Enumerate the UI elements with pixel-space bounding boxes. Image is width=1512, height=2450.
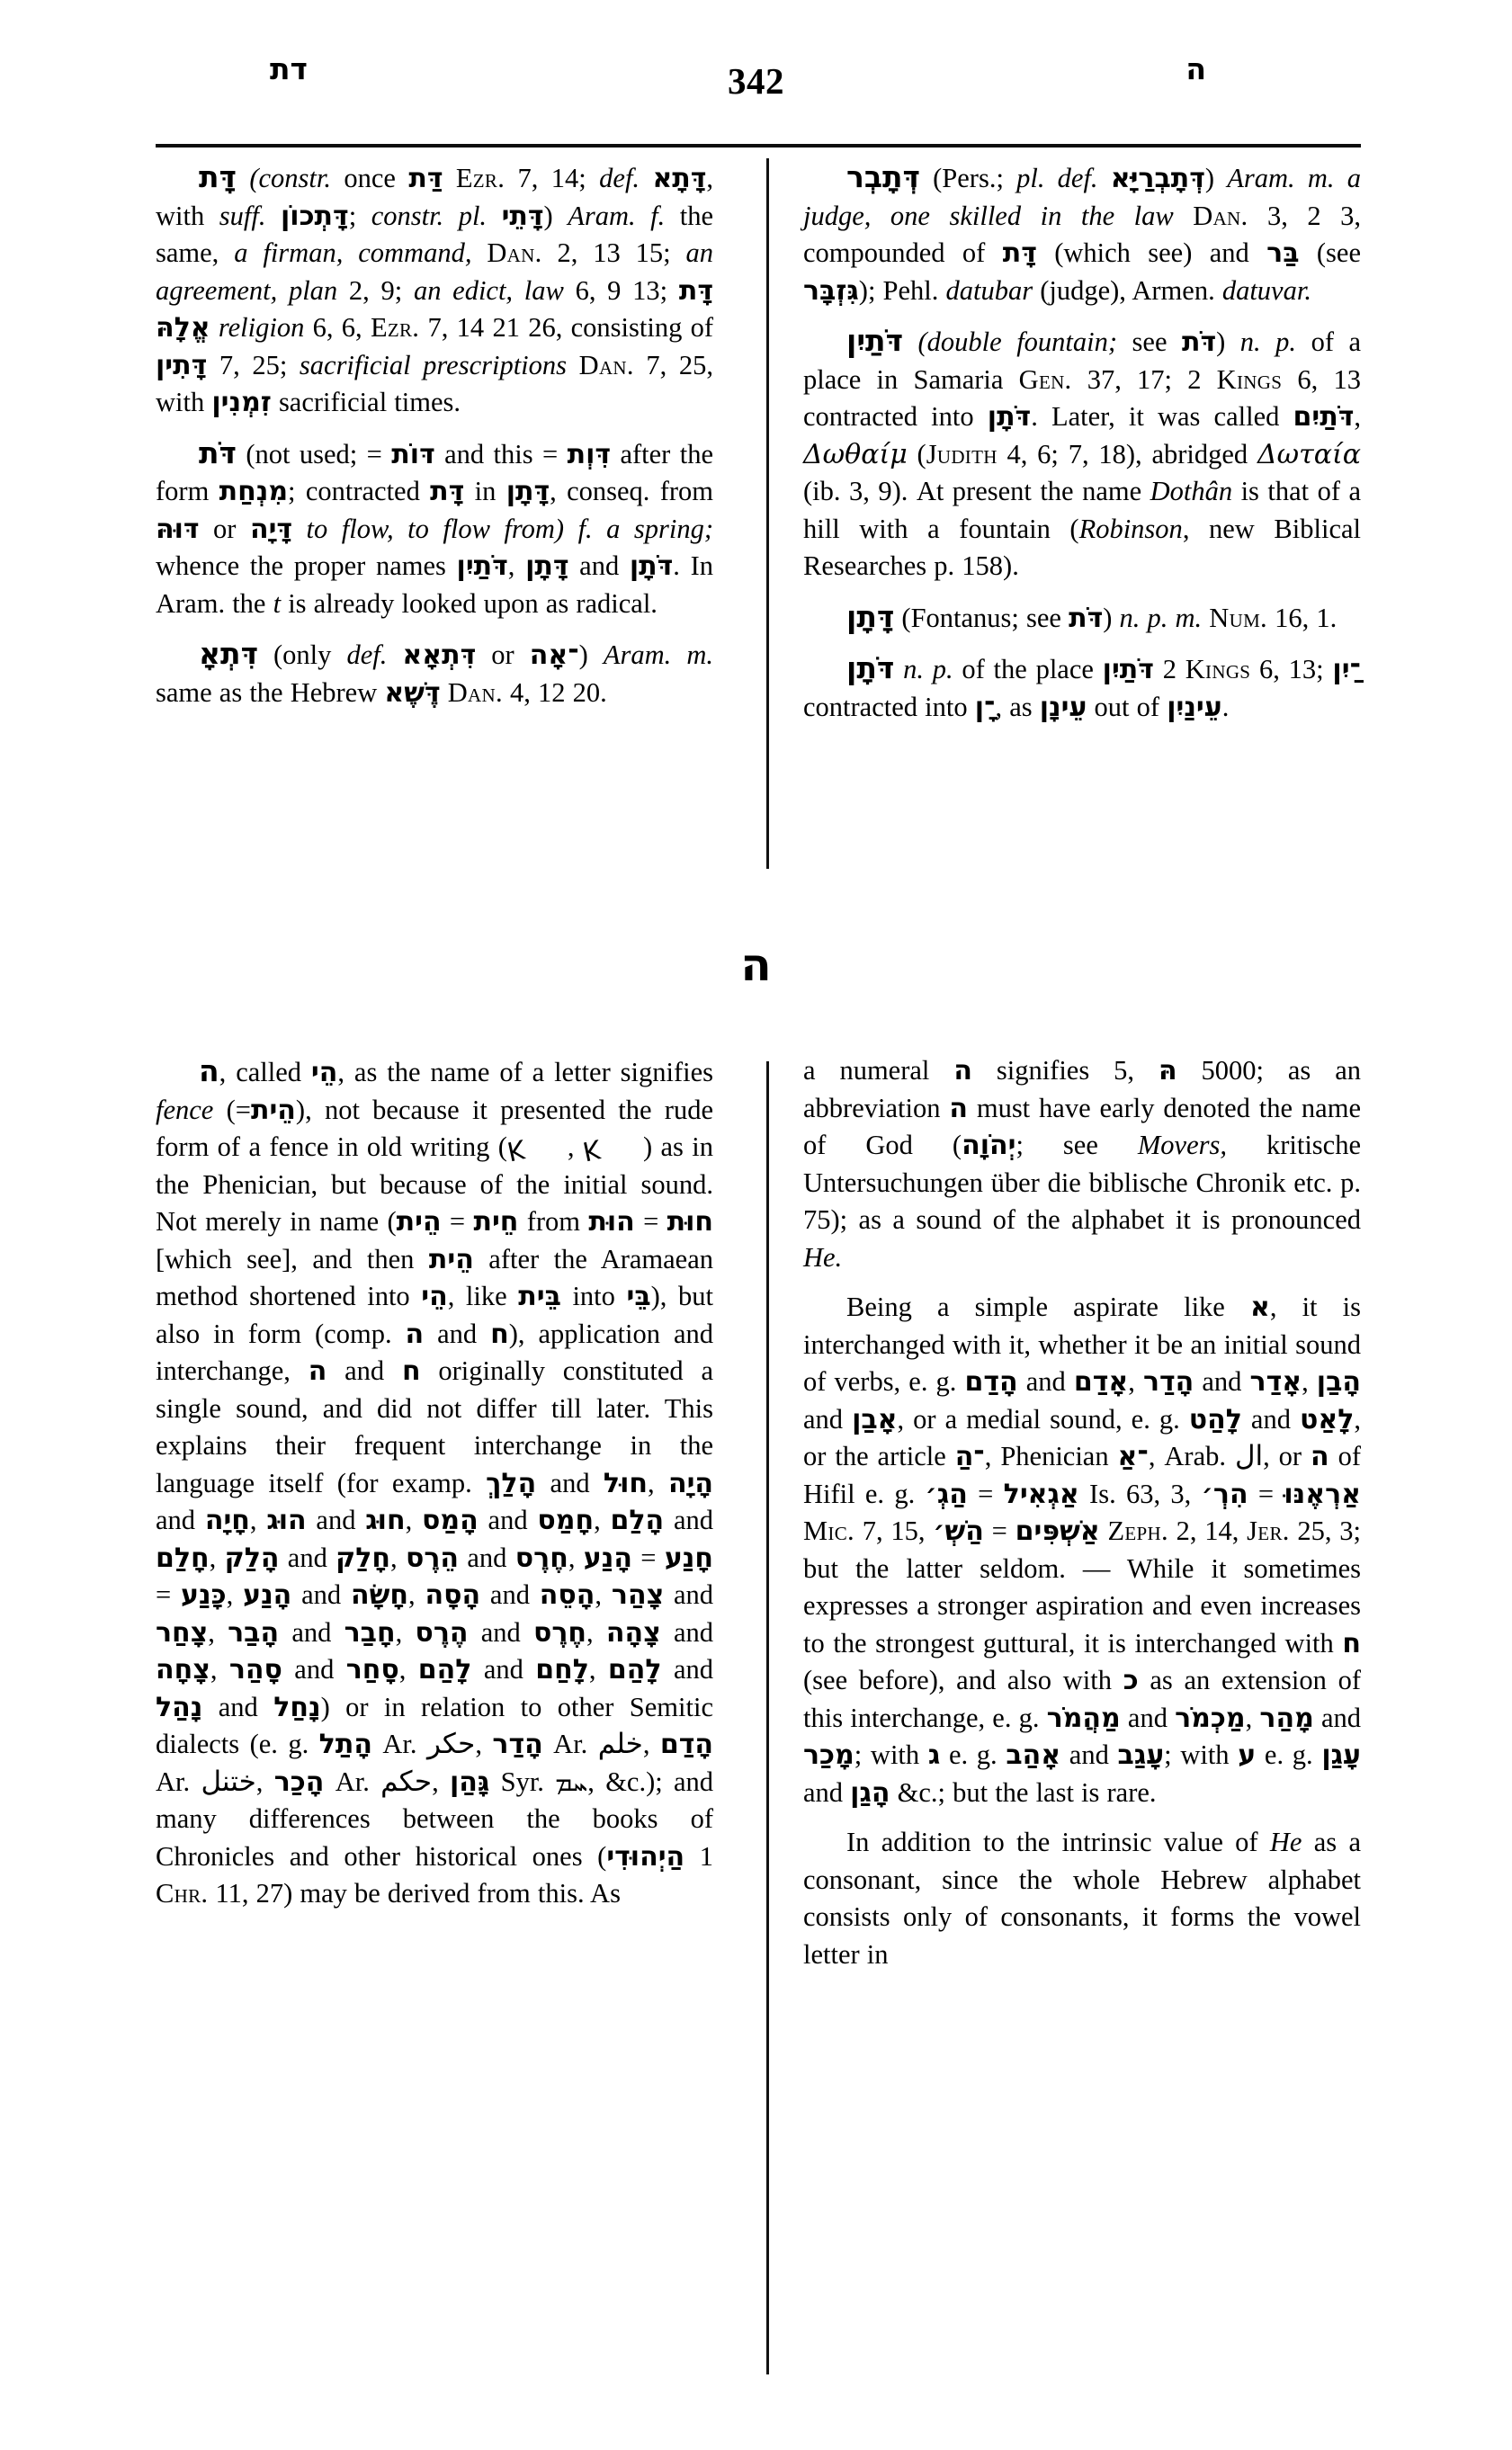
upper-right-column	[803, 158, 1361, 726]
letter-he-numeral-paragraph: a numeral ה signifies 5, הּ 5000; as an abbreviation ה must have early denoted the name of God (יְהֹוָה; see Movers, kritische Untersuchungen über die biblische Chronik etc. p. 75); as a sound of the alphabet it is pronounced He.	[803, 1055, 1362, 1273]
section-letter-heading: ה	[740, 939, 772, 991]
letter-he-aspirate-paragraph: Being a simple aspirate like א, it is interchanged with it, whether it be an initial sound of verbs, e. g. הָדַם and אָדַם, הָדַר and אָדַר, הָבַן and אָבַן, or a medial sound, e. g. לָהַט and לָאַט, or the article ־הַ, Phenician ־אַ, Arab. ال, or ה of Hifil e. g. הַגְ׳ = אַגְאִיל Is. 63, 3, הִרְ׳ = אַרְאֶנּוּ Mic. 7, 15, הַשְׁ׳ = אַשְׁפִּים Zeph. 2, 14, Jer. 25, 3; but the latter seldom. — While it sometimes expresses a stronger aspiration and even increases to the strongest guttural, it is interchanged with ח (see before), and also with כ as an extension of this interchange, e. g. מַהֲמֹר and מַכְמֹר, מָהַר and מָכַר; with ג e. g. אָהַב and עָגַב; with ע e. g. עָגַן and הָגַן &c.; but the last is rare.	[803, 1292, 1362, 1809]
entry-dothan: דֹּתָן n. p. of the place דֹּתַיִן 2 Kings 6, 13; ־ַיִן contracted into ־ָן, as עֵינָן out of עֵינַיִן.	[803, 650, 1362, 723]
entry-dethabar: דְּתָבְר (Pers.; pl. def. דְּתָבְרַיָּא) Aram. m. a judge, one skilled in the law Dan. 3, 2 3, compounded of דָּת (which see) and בַּר (see גִּזְבָּר); Pehl. datubar (judge), Armen. datuvar.	[803, 159, 1362, 307]
entry-doth: דֹּת (not used; = דּוֹת and this = דִּוְת after the form מִנְחַת; contracted דָּת in דָּתָן, conseq. from דּוּהּ or דָּיָה to flow, to flow from) f. a spring; whence the proper names דֹּתַיִן, דָּתָן and דֹּתָן. In Aram. the t is already looked upon as radical.	[156, 434, 714, 619]
lower-left-column	[156, 1052, 713, 1913]
running-head	[162, 51, 1350, 126]
entry-dothayin: דֹּתַיִן (double fountain; see דֹּת) n. p. of a place in Samaria Gen. 37, 17; 2 Kings 6, 13 contracted into דֹּתָן. Later, it was called דֹּתַיִם, Δωθαίμ (Judith 4, 6; 7, 18), abridged Δωταία (ib. 3, 9). At present the name Dothân is that of a hill with a fountain (Robinson, new Biblical Researches p. 158).	[803, 323, 1362, 581]
column-divider-upper	[766, 158, 769, 869]
letter-he-vowel-paragraph: In addition to the intrinsic value of He as a consonant, since the whole Hebrew alphabet consists only of consonants, it forms the vowel letter in	[803, 1827, 1361, 1970]
entry-dathan: דָּתָן (Fontanus; see דֹּת) n. p. m. Num. 16, 1.	[846, 598, 1338, 634]
entry-dithe: דִּתְאָ (only def. דִּתְאָא or ־אָה) Aram. m. same as the Hebrew דֶּשֶׁא Dan. 4, 12 20.	[156, 636, 713, 709]
upper-left-column	[156, 158, 713, 711]
running-head-left-hebrew: דת	[270, 51, 308, 86]
page-number: 342	[728, 60, 784, 102]
header-rule	[156, 144, 1361, 148]
lower-right-column	[803, 1052, 1361, 1973]
running-head-right-hebrew: ה	[1185, 51, 1206, 86]
entry-dath: דָּת (constr. once דַּת Ezr. 7, 14; def. דָּתָא, with suff. דָּתְכוֹן; constr. pl. דָּתֵי) Aram. f. the same, a firman, command, Dan. 2, 13 15; an agreement, plan 2, 9; an edict, law 6, 9 13; דָּת אֱלָהּ religion 6, 6, Ezr. 7, 14 21 26, consisting of דָּתִין 7, 25; sacrificial prescriptions Dan. 7, 25, with זִמְנִין sacrificial times.	[156, 159, 714, 418]
letter-he-article-left: ה, called הֵי, as the name of a letter signifies fence (=הֵית), not because it presented the rude form of a fence in old writing (ꓘ , ꓘ ) as in the Phenician, but because of the initial sound. Not merely in name (הֵית = חֵית from הוּת = חוּת [which see], and then הֵית after the Aramaean method shortened into הֵי, like בֵּית into בֵּי), but also in form (comp. ה and ח), application and interchange, ה and ח originally constituted a single sound, and did not differ till later. This explains their frequent interchange in the language itself (for examp. הָלַךְ and חוּל, הָיָה and חָיָה, הוּג and חוּג, הָמַס and חָמַס, הָלַם and חָלַם, הָלַק and חָלַק, הֵרֶס and חֶרֶס, הָנַע = חָנַע = כָּנַע, הָנַע and חָשָׂה, הָסָה and הָסֵה, צָהַר and צָחַר, הָבַר and חָבַר, הֶרֶס and חֶרֶס, צָהָה and צָחָה, סָהַר and סָחַר, לָהַם and לָחַם, לָהַם and נָהַל and נָחַל) or in relation to other Semitic dialects (e. g. הָתַל Ar. حكر, הָדַר Ar. خلم, הָדַם Ar. ختنل, הָכַר Ar. حكم, גָּהַן Syr. ܚܡ, &c.); and many differences between the books of Chronicles and other historical ones (הַיְהוּדִי 1 Chr. 11, 27) may be derived from this. As	[156, 1053, 714, 1909]
column-divider-lower	[766, 1061, 769, 2374]
